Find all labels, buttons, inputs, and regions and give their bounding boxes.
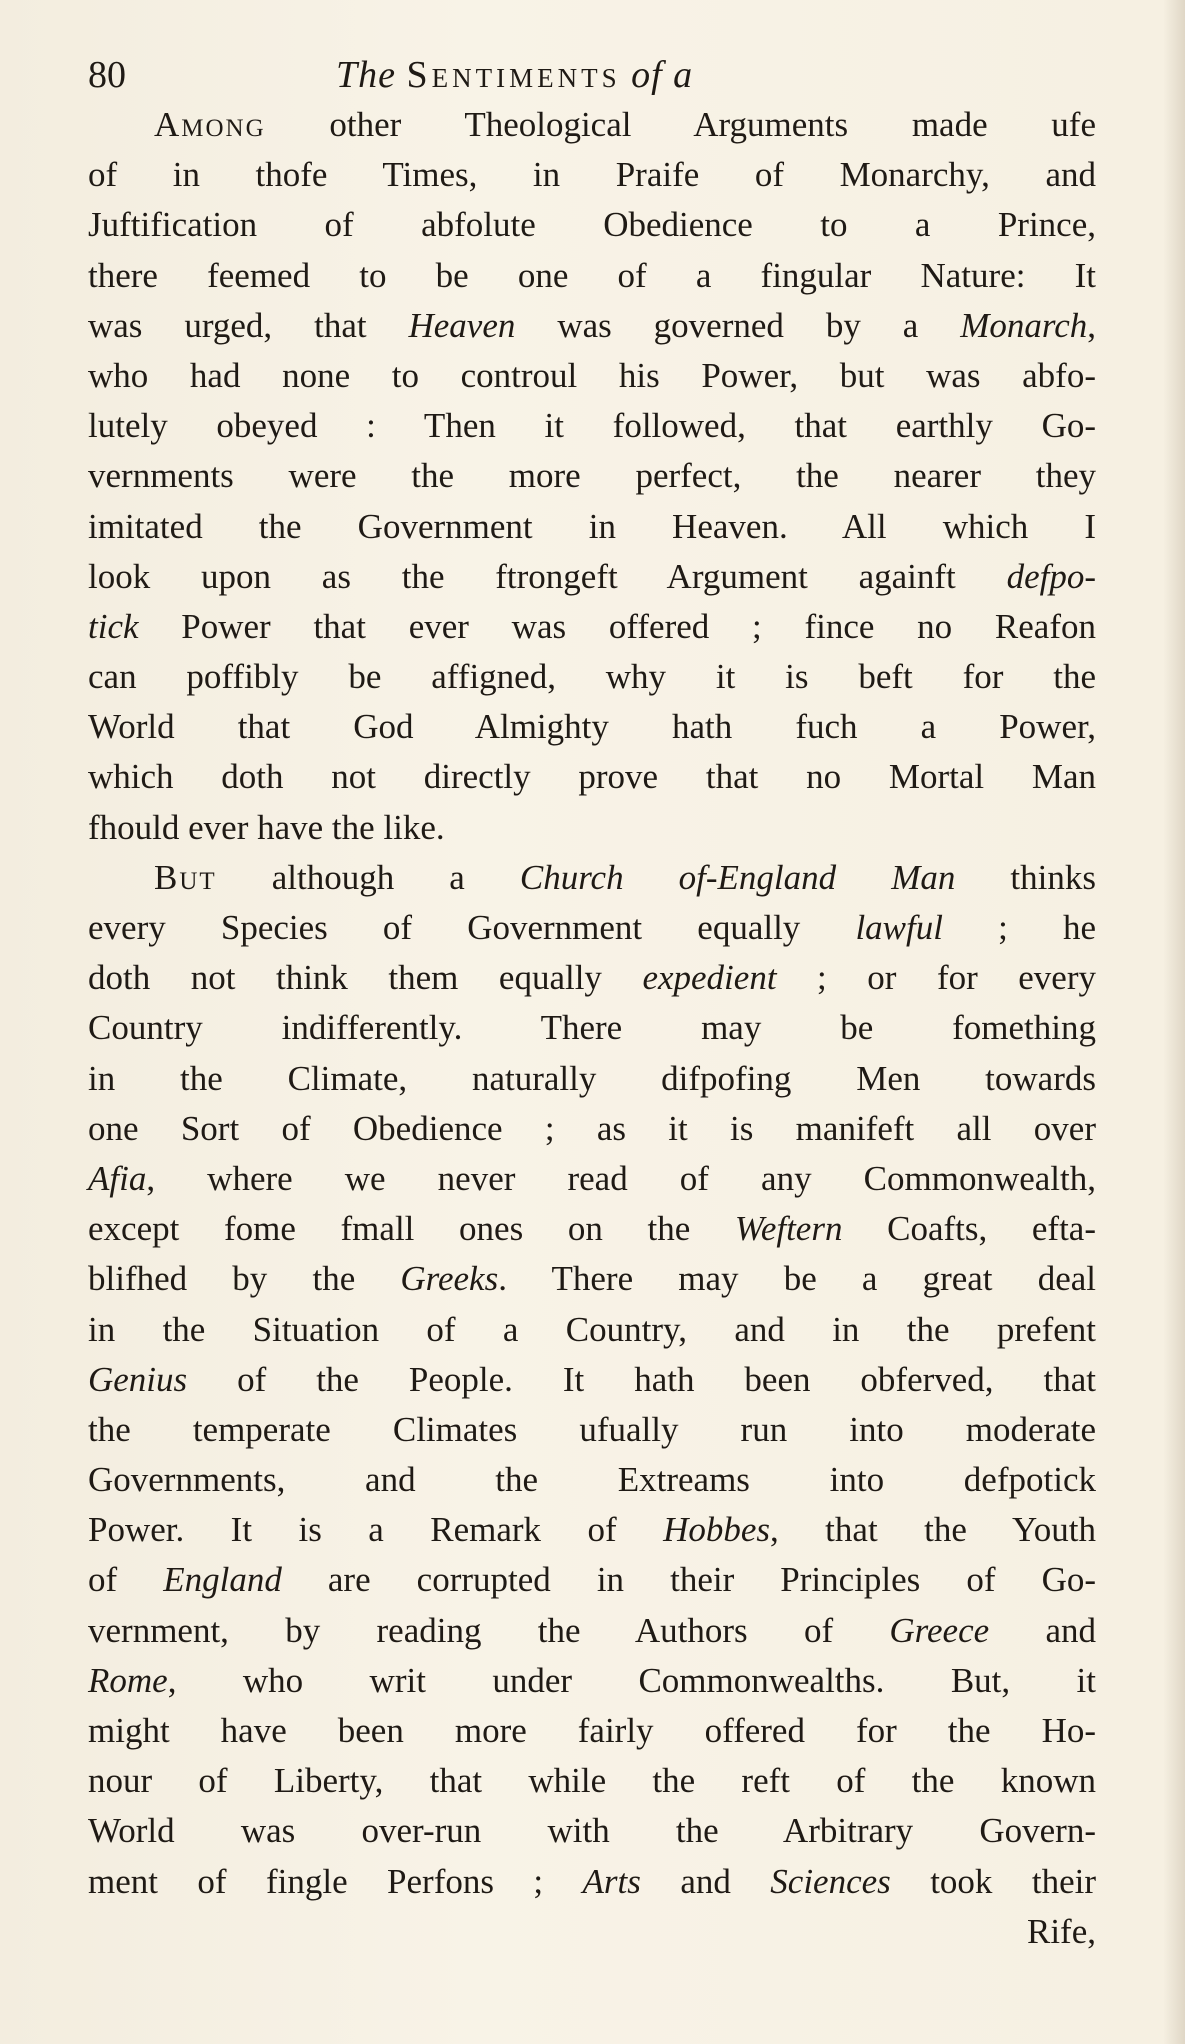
text-line [88,1706,1096,1756]
text-run: was governed by a [515,305,961,345]
text-run: , that the Youth [770,1510,1096,1550]
running-head [88,50,1098,100]
text-line [88,1907,1096,1957]
text-line [88,652,1096,702]
text-line [88,1656,1096,1706]
text-line [88,702,1096,752]
italic-text: Genius [88,1359,188,1399]
text-run: Power that ever was offered ; fince no Reafon [138,606,1096,646]
text-run: World was over-run with the Arbitrary Govern- [88,1811,1096,1851]
italic-text: Greeks [400,1259,499,1299]
body-text [88,100,1096,1957]
italic-text: lawful [855,908,943,947]
italic-text: Heaven [408,305,516,345]
text-run: Governments, and the Extreams into defpotick [88,1460,1096,1500]
text-line [88,1204,1096,1254]
text-run: lutely obeyed : Then it followed, that earthly Go- [88,406,1096,446]
text-run: Rife, [1026,1911,1096,1951]
text-run: there feemed to be one of a fingular Nature: It [88,255,1096,295]
text-run: fhould ever have the like. [88,807,445,847]
text-run: took their [890,1861,1096,1901]
page-edge-shadow [1163,0,1185,2044]
italic-text: Monarch [960,305,1088,345]
text-line [88,1405,1096,1455]
text-line [88,1857,1096,1907]
text-line [88,351,1096,401]
text-run: , [1087,305,1096,345]
text-run: except fome fmall ones on the [88,1209,735,1249]
text-run: Power. It is a Remark of [88,1510,664,1550]
text-line [88,1455,1096,1505]
text-line [88,1505,1096,1555]
text-line [88,602,1096,652]
text-line [88,903,1096,953]
italic-text: tick [88,606,139,646]
text-run: in the Situation of a Country, and in the prefent [88,1309,1096,1349]
text-run: . There may be a great deal [498,1259,1096,1299]
text-line [88,552,1096,602]
text-line [88,752,1096,802]
text-run: which doth not directly prove that no Mortal Man [88,757,1096,797]
text-run: Coafts, efta- [842,1209,1096,1249]
text-run: doth not think them equally [88,958,643,998]
text-run: the temperate Climates ufually run into moderate [88,1409,1096,1449]
running-title [336,50,693,100]
text-run: Country indifferently. There may be fomething [88,1008,1096,1048]
text-line [88,251,1096,301]
small-caps-text: Among [154,105,266,144]
text-run: one Sort of Obedience ; as it is manifeft all over [88,1108,1096,1148]
italic-text: defpo- [1006,556,1096,596]
page-number: 80 [88,54,126,96]
text-line [88,1555,1096,1605]
text-line [88,803,1096,853]
italic-text: Hobbes [663,1510,770,1550]
running-title-the: The [336,54,396,96]
text-run: who had none to controul his Power, but was abfo- [88,355,1096,395]
text-line [88,1756,1096,1806]
text-line [88,1806,1096,1856]
running-title-word: Sentiments [406,54,621,96]
text-line [88,1154,1096,1204]
italic-text: Weftern [734,1209,843,1249]
text-line [88,853,1096,903]
text-run: was urged, that [88,305,409,345]
text-run: , where we never read of any Commonwealth, [146,1158,1096,1198]
text-line [88,200,1096,250]
text-run: World that God Almighty hath fuch a Power, [88,707,1096,747]
text-run: imitated the Government in Heaven. All which I [88,506,1096,546]
text-run: look upon as the ftrongeft Argument againft [88,556,1007,596]
text-run: can poffibly be affigned, why it is beft for the [88,657,1096,697]
text-run: every Species of Government equally [88,908,856,947]
text-line [88,1104,1096,1154]
italic-text: Church of-England Man [519,857,956,897]
text-run: vernments were the more perfect, the nearer they [88,456,1096,496]
text-line [88,150,1096,200]
text-run: are corrupted in their Principles of Go- [281,1560,1096,1600]
text-line [88,301,1096,351]
text-line [88,953,1096,1003]
text-run: ; or for every [776,958,1096,998]
text-line [88,451,1096,501]
text-line [88,1606,1096,1656]
text-run: and [989,1610,1096,1650]
text-run: might have been more fairly offered for the Ho- [88,1711,1096,1750]
text-run: blifhed by the [88,1259,401,1299]
text-line [88,1355,1096,1405]
text-run: and [640,1861,771,1901]
text-run: other Theological Arguments made ufe [265,105,1096,144]
italic-text: Afia [88,1158,147,1198]
running-title-of: of a [631,54,694,96]
text-line [88,401,1096,451]
text-run: vernment, by reading the Authors of [88,1610,890,1650]
italic-text: Greece [889,1610,990,1650]
text-run: of [88,1560,164,1600]
text-run: thinks [955,857,1096,897]
italic-text: Sciences [770,1861,891,1901]
text-line [88,1305,1096,1355]
text-line [88,1254,1096,1304]
text-run: , who writ under Commonwealths. But, it [167,1660,1096,1700]
text-run: although a [216,857,520,897]
text-run: ; he [942,908,1096,947]
text-run: ment of fingle Perfons ; [88,1861,583,1901]
text-run: Juftification of abfolute Obedience to a Prince, [88,205,1096,245]
italic-text: expedient [642,958,777,998]
text-line [88,502,1096,552]
italic-text: England [163,1560,282,1600]
text-run: in the Climate, naturally difpofing Men towards [88,1058,1096,1098]
italic-text: Rome [88,1660,168,1700]
text-run: of in thofe Times, in Praife of Monarchy, and [88,155,1096,195]
text-line [88,100,1096,150]
italic-text: Arts [582,1861,641,1901]
text-line [88,1054,1096,1104]
small-caps-text: But [154,857,217,897]
text-run: nour of Liberty, that while the reft of the known [88,1761,1096,1801]
text-line [88,1003,1096,1053]
text-run: of the People. It hath been obferved, that [187,1359,1096,1399]
